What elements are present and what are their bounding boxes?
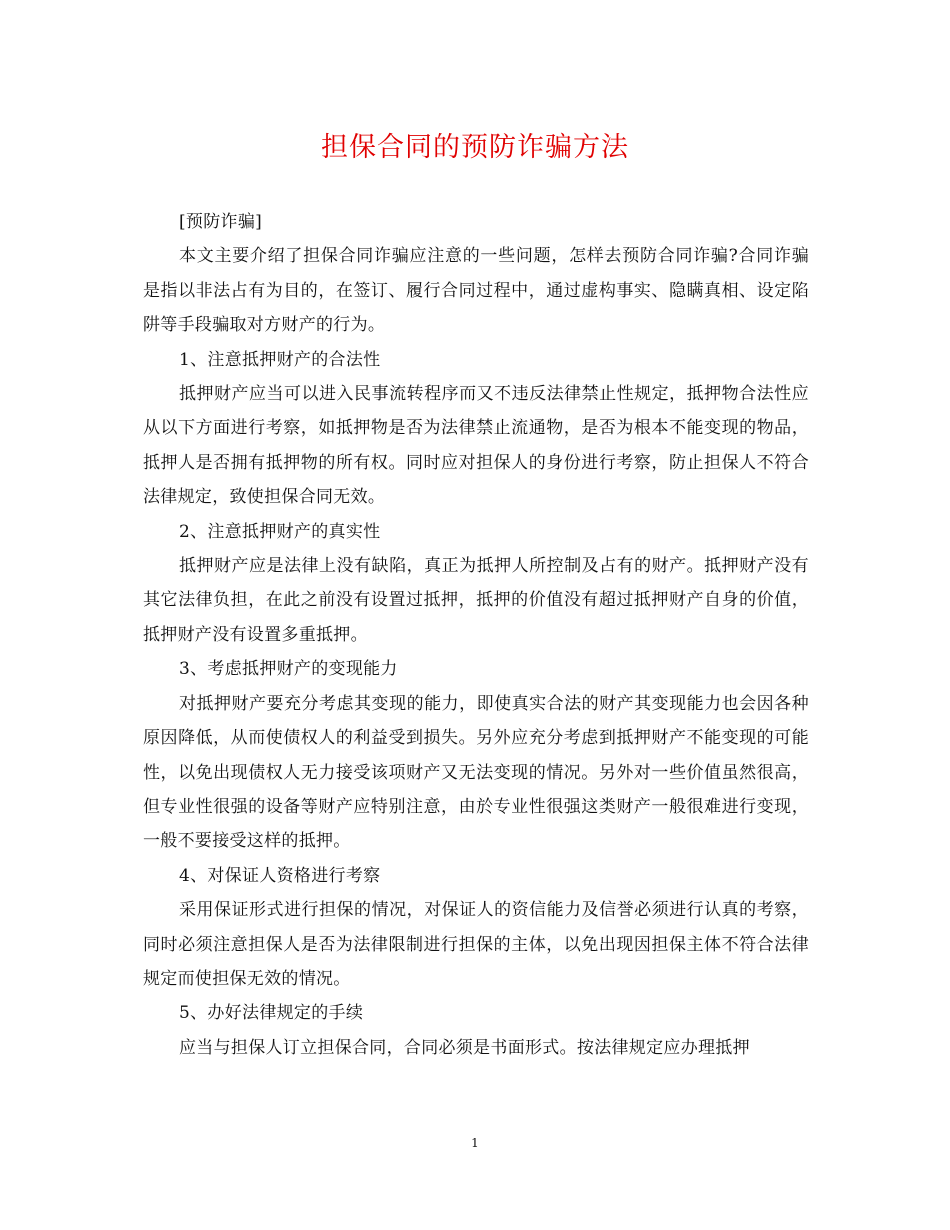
section-paragraph-4: 采用保证形式进行担保的情况，对保证人的资信能力及信誉必须进行认真的考察，同时必须注意担保人是否为法律限制进行担保的主体，以免出现因担保主体不符合法律规定而使担保无效的情况。	[143, 900, 809, 989]
section-paragraph-3: 对抵押财产要充分考虑其变现的能力，即使真实合法的财产其变现能力也会因各种原因降低，从而使债权人的利益受到损失。另外应充分考虑到抵押财产不能变现的可能性，以免出现债权人无力接受该项财产又无法变现的情况。另外对一些价值虽然很高，但专业性很强的设备等财产应特别注意，由於专业性很强这类财产一般很难进行变现，一般不要接受这样的抵押。	[143, 693, 809, 852]
document-title: 担保合同的预防诈骗方法	[321, 132, 629, 163]
section-heading-2: 2、注意抵押财产的真实性	[179, 521, 381, 542]
page-number: 1	[471, 1136, 479, 1150]
intro-paragraph: 本文主要介绍了担保合同诈骗应注意的一些问题，怎样去预防合同诈骗?合同诈骗是指以非法占有为目的，在签订、履行合同过程中，通过虚构事实、隐瞒真相、设定陷阱等手段骗取对方财产的行为。	[143, 246, 809, 336]
section-heading-1: 1、注意抵押财产的合法性	[179, 349, 381, 370]
section-heading-5: 5、办好法律规定的手续	[179, 1003, 364, 1024]
section-paragraph-5: 应当与担保人订立担保合同，合同必须是书面形式。按法律规定应办理抵押	[179, 1037, 750, 1058]
document-body	[143, 205, 809, 1065]
document-tag: [预防诈骗]	[179, 212, 263, 232]
section-paragraph-1: 抵押财产应当可以进入民事流转程序而又不违反法律禁止性规定，抵押物合法性应从以下方面进行考察，如抵押物是否为法律禁止流通物，是否为根本不能变现的物品，抵押人是否拥有抵押物的所有权。同时应对担保人的身份进行考察，防止担保人不符合法律规定，致使担保合同无效。	[143, 384, 809, 508]
section-heading-4: 4、对保证人资格进行考察	[179, 865, 381, 886]
section-heading-3: 3、考虑抵押财产的变现能力	[179, 659, 398, 680]
section-paragraph-2: 抵押财产应是法律上没有缺陷，真正为抵押人所控制及占有的财产。抵押财产没有其它法律负担，在此之前没有设置过抵押，抵押的价值没有超过抵押财产自身的价值，抵押财产没有设置多重抵押。	[143, 556, 809, 645]
